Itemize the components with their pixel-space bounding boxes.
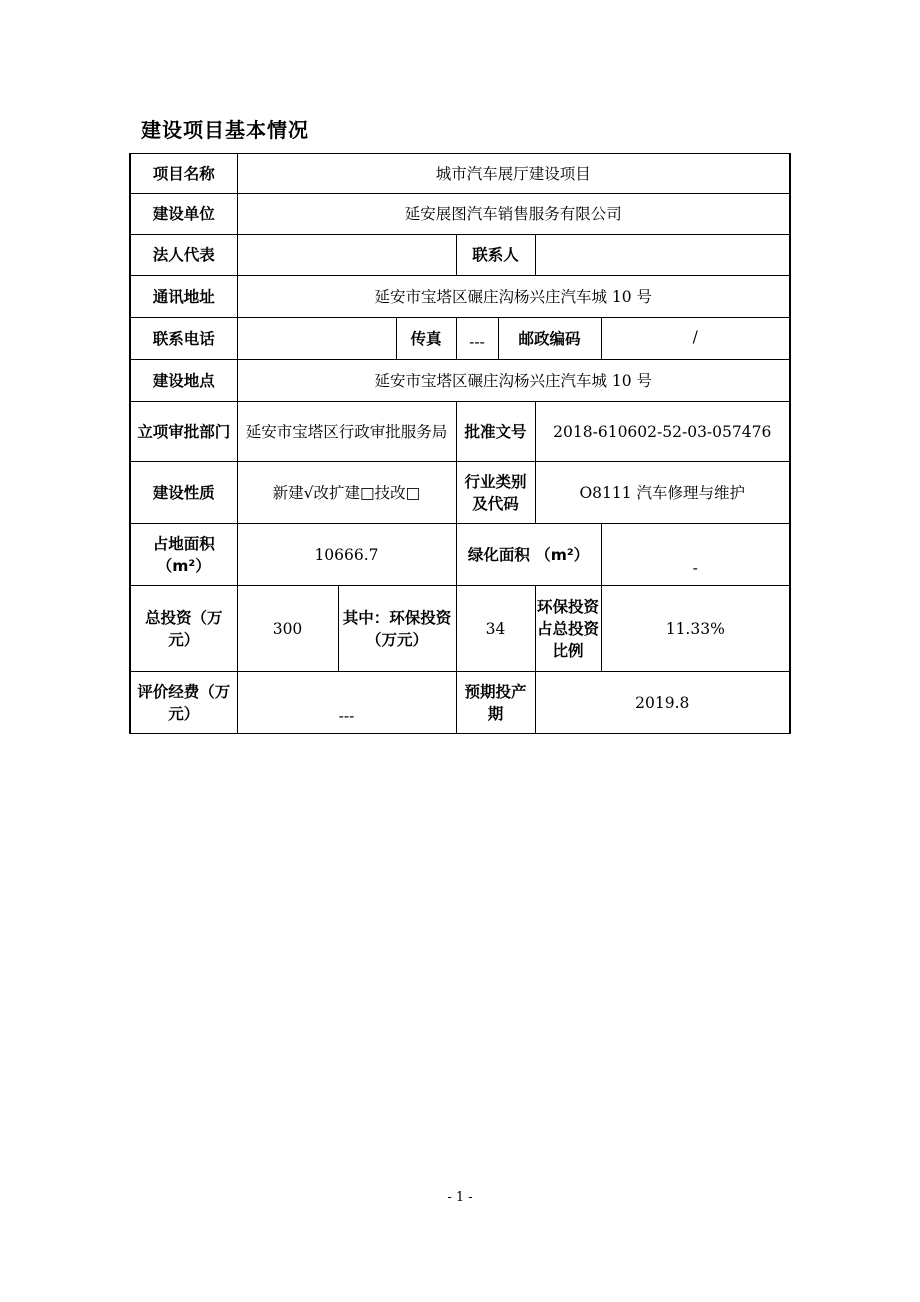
- approval-dept-label: 立项审批部门: [130, 402, 237, 462]
- builder-value: 延安展图汽车销售服务有限公司: [237, 194, 790, 235]
- green-value: -: [601, 524, 790, 586]
- address-label: 通讯地址: [130, 276, 237, 318]
- page-title: 建设项目基本情况: [141, 118, 309, 142]
- row-eval-fee: [130, 672, 790, 734]
- env-inv-value: 34: [456, 586, 535, 672]
- row-project-name: [130, 154, 790, 194]
- fax-label: 传真: [396, 318, 456, 360]
- total-inv-label: 总投资（万元）: [130, 586, 237, 672]
- area-value: 10666.7: [237, 524, 456, 586]
- env-inv-label: 其中：环保投资（万元）: [338, 586, 456, 672]
- approval-dept-value: 延安市宝塔区行政审批服务局: [237, 402, 456, 462]
- approval-no-label: 批准文号: [456, 402, 535, 462]
- row-phone: [130, 318, 790, 360]
- project-name-label: 项目名称: [130, 154, 237, 194]
- page-number: - 1 -: [447, 1190, 473, 1205]
- row-approval: [130, 402, 790, 462]
- total-inv-value: 300: [237, 586, 338, 672]
- contact-label: 联系人: [456, 235, 535, 276]
- site-label: 建设地点: [130, 360, 237, 402]
- row-site: [130, 360, 790, 402]
- industry-value: O8111 汽车修理与维护: [535, 462, 790, 524]
- project-name-value: 城市汽车展厅建设项目: [237, 154, 790, 194]
- legal-rep-label: 法人代表: [130, 235, 237, 276]
- row-legal-rep: [130, 235, 790, 276]
- green-label: 绿化面积 （m²）: [456, 524, 601, 586]
- row-investment: [130, 586, 790, 672]
- row-nature: [130, 462, 790, 524]
- approval-no-value: 2018-610602-52-03-057476: [535, 402, 790, 462]
- eval-fee-label: 评价经费（万元）: [130, 672, 237, 734]
- contact-value: [535, 235, 790, 276]
- expected-date-value: 2019.8: [535, 672, 790, 734]
- fax-value: ---: [456, 318, 498, 360]
- area-label: 占地面积（m²）: [130, 524, 237, 586]
- industry-label: 行业类别及代码: [456, 462, 535, 524]
- env-ratio-label: 环保投资占总投资比例: [535, 586, 601, 672]
- phone-label: 联系电话: [130, 318, 237, 360]
- expected-date-label: 预期投产期: [456, 672, 535, 734]
- builder-label: 建设单位: [130, 194, 237, 235]
- project-info-table: [129, 153, 791, 734]
- row-area: [130, 524, 790, 586]
- address-value: 延安市宝塔区碾庄沟杨兴庄汽车城 10 号: [237, 276, 790, 318]
- legal-rep-value: [237, 235, 456, 276]
- phone-value: [237, 318, 396, 360]
- site-value: 延安市宝塔区碾庄沟杨兴庄汽车城 10 号: [237, 360, 790, 402]
- env-ratio-value: 11.33%: [601, 586, 790, 672]
- row-address: [130, 276, 790, 318]
- nature-label: 建设性质: [130, 462, 237, 524]
- postcode-value: /: [601, 318, 790, 360]
- nature-value: 新建√改扩建□技改□: [237, 462, 456, 524]
- row-builder: [130, 194, 790, 235]
- eval-fee-value: ---: [237, 672, 456, 734]
- postcode-label: 邮政编码: [498, 318, 601, 360]
